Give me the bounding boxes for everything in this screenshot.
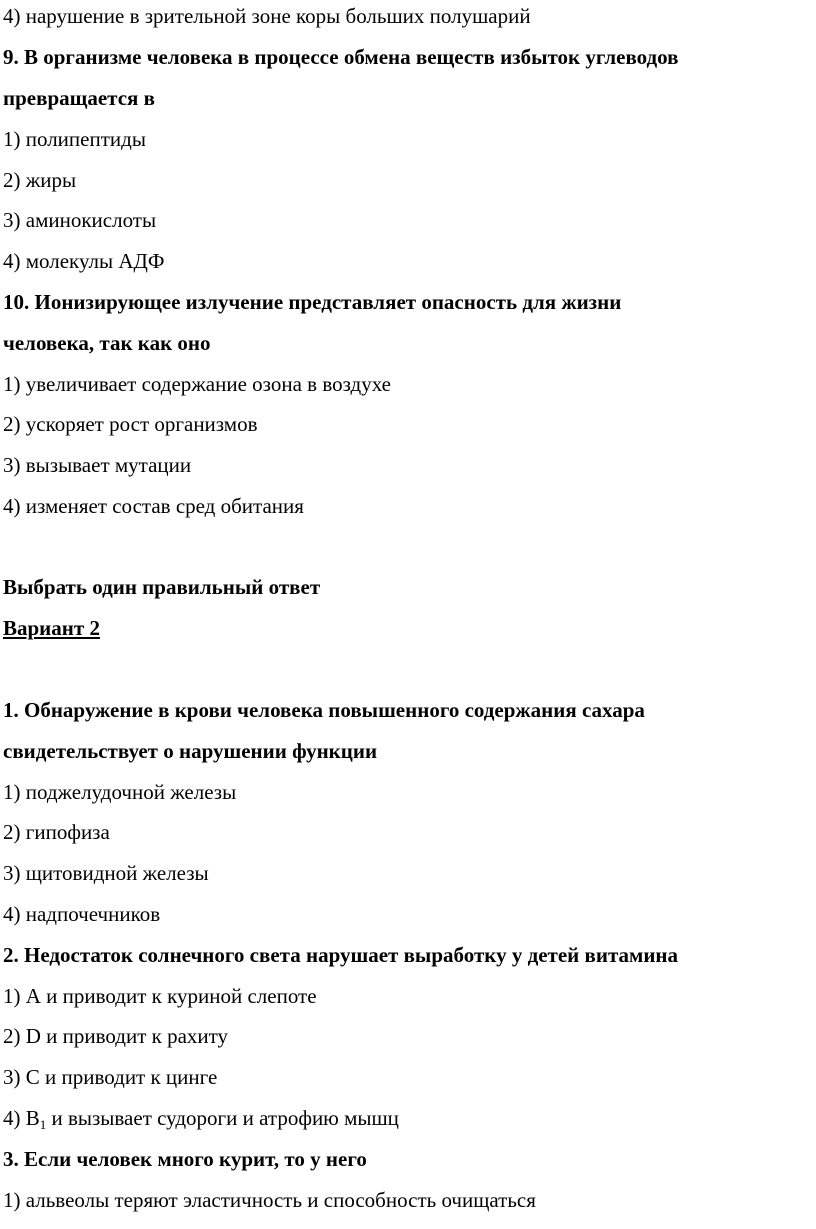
option-prefix: 4) В (3, 1106, 40, 1130)
option-line: 3) вызывает мутации (3, 453, 192, 477)
v2-question-1-line-1: 1. Обнаружение в крови человека повышенного содержания сахара (3, 698, 645, 722)
option-line: 4) изменяет состав сред обитания (3, 494, 304, 518)
option-line: 1) поджелудочной железы (3, 780, 237, 804)
option-text: и вызывает судороги и атрофию мышц (46, 1106, 399, 1130)
option-line: 3) щитовидной железы (3, 861, 209, 885)
v2-question-1-line-2: свидетельствует о нарушении функции (3, 739, 378, 763)
subscript: 1 (39, 1117, 47, 1132)
option-line: 3) аминокислоты (3, 208, 157, 232)
question-9-line-1: 9. В организме человека в процессе обмена веществ избыток углеводов (3, 45, 679, 69)
question-10-line-2: человека, так как оно (3, 331, 211, 355)
option-line: 3) С и приводит к цинге (3, 1065, 218, 1089)
option-line: 4) молекулы АДФ (3, 249, 165, 273)
option-line: 1) полипептиды (3, 127, 146, 151)
option-line: 2) D и приводит к рахиту (3, 1024, 229, 1048)
option-line (3, 1106, 399, 1137)
instruction-heading: Выбрать один правильный ответ (3, 575, 321, 599)
v2-question-2: 2. Недостаток солнечного света нарушает выработку у детей витамина (3, 943, 679, 967)
question-10-line-1: 10. Ионизирующее излучение представляет опасность для жизни (3, 290, 622, 314)
option-line: 1) увеличивает содержание озона в воздухе (3, 372, 391, 396)
variant-heading: Вариант 2 (3, 616, 100, 640)
option-line: 2) жиры (3, 168, 77, 192)
option-line: 4) надпочечников (3, 902, 161, 926)
option-line: 2) ускоряет рост организмов (3, 412, 258, 436)
question-9-line-2: превращается в (3, 86, 156, 110)
option-line: 1) альвеолы теряют эластичность и способность очищаться (3, 1188, 536, 1212)
option-line: 1) А и приводит к куриной слепоте (3, 984, 317, 1008)
option-line: 2) гипофиза (3, 820, 110, 844)
option-line: 4) нарушение в зрительной зоне коры больших полушарий (3, 4, 531, 28)
v2-question-3: 3. Если человек много курит, то у него (3, 1147, 367, 1171)
